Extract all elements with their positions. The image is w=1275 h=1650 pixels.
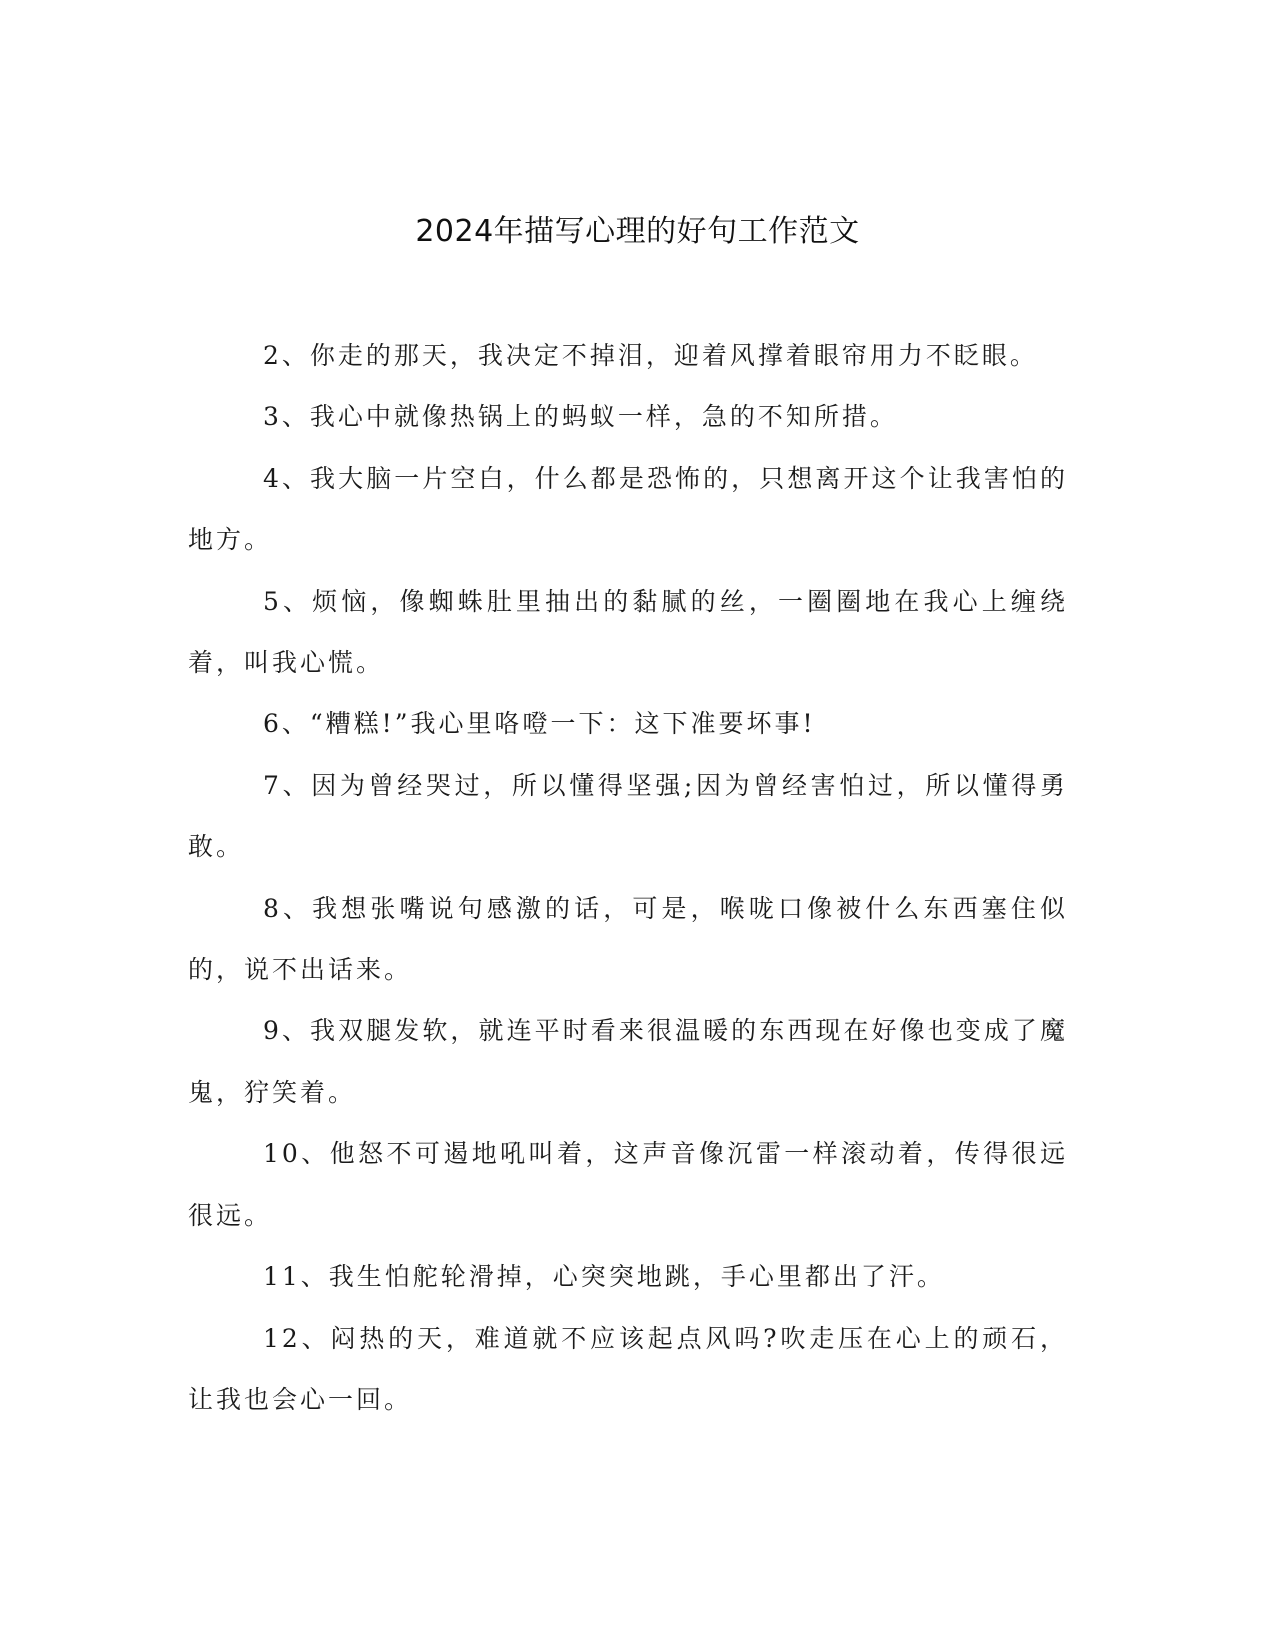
- paragraph: 9、我双腿发软，就连平时看来很温暖的东西现在好像也变成了魔鬼，狞笑着。: [188, 1016, 1068, 1107]
- paragraph: 5、烦恼，像蜘蛛肚里抽出的黏腻的丝，一圈圈地在我心上缠绕着，叫我心慌。: [188, 586, 1068, 678]
- paragraph: 7、因为曾经哭过，所以懂得坚强;因为曾经害怕过，所以懂得勇敢。: [188, 770, 1068, 862]
- paragraph: 8、我想张嘴说句感激的话，可是，喉咙口像被什么东西塞住似的，说不出话来。: [188, 893, 1068, 985]
- paragraph: 11、我生怕舵轮滑掉，心突突地跳，手心里都出了汗。: [263, 1262, 945, 1292]
- paragraph: 3、我心中就像热锅上的蚂蚁一样，急的不知所措。: [263, 402, 898, 432]
- paragraph: 12、闷热的天，难道就不应该起点风吗?吹走压在心上的顽石，让我也会心一回。: [188, 1323, 1068, 1414]
- paragraph: 6、“糟糕!”我心里咯噔一下：这下准要坏事!: [263, 709, 816, 739]
- paragraph: 2、你走的那天，我决定不掉泪，迎着风撑着眼帘用力不眨眼。: [263, 341, 1038, 370]
- paragraph: 10、他怒不可遏地吼叫着，这声音像沉雷一样滚动着，传得很远很远。: [188, 1139, 1068, 1230]
- paragraph: 4、我大脑一片空白，什么都是恐怖的，只想离开这个让我害怕的地方。: [188, 463, 1068, 555]
- document-body: [188, 325, 1068, 1430]
- document-title: 2024年描写心理的好句工作范文: [415, 214, 860, 249]
